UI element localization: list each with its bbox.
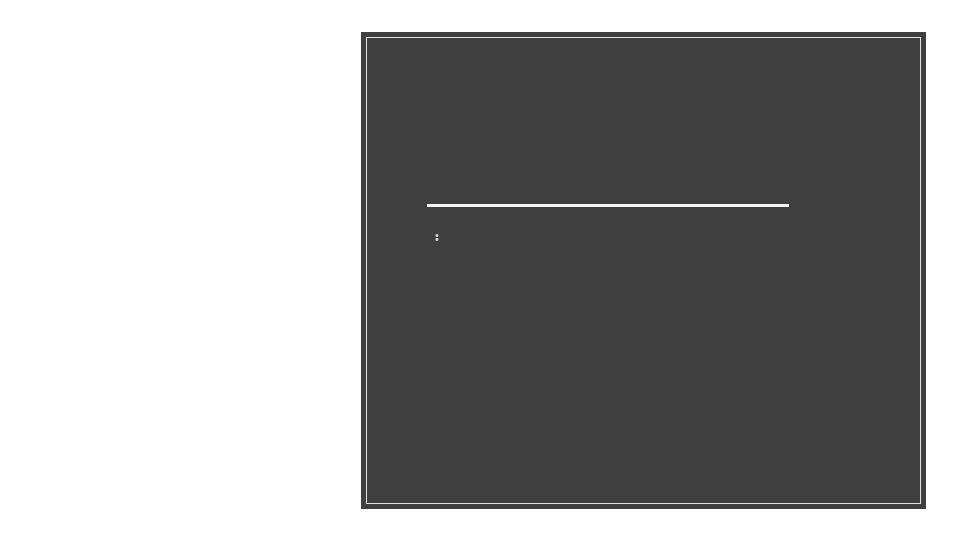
bullet-list [435, 224, 855, 228]
slide-panel [361, 32, 926, 509]
flower-figure [0, 0, 360, 540]
title-underline [427, 204, 789, 207]
panel-border [366, 37, 921, 504]
flower-illustrations [0, 0, 360, 540]
